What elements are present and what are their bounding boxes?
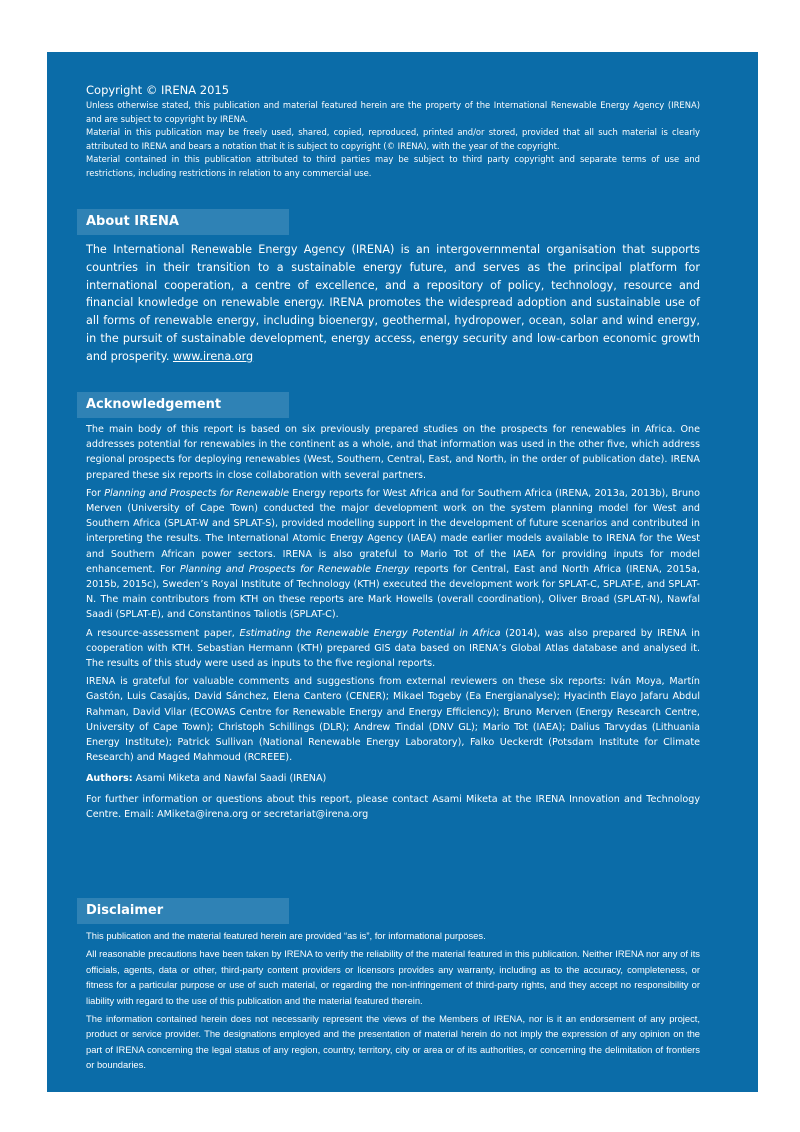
ack-text: Energy reports for West Africa and for Southern Africa (IRENA, 2013a, 2013b), Bruno Merven (University of Cape Town) conducted the major development work on the system planning model for West and Southern Africa (SPLAT-W and SPLAT-S), provided modelling support in the development of future scenarios and contributed in interpreting the results. The International Atomic Energy Agency (IAEA) made earlier models available to IRENA for the West and Southern African power sectors. IRENA is also grateful to Mario Tot of the IAEA for providing inputs for model enhancement. For [86, 487, 701, 575]
disclaimer-paragraph: All reasonable precautions have been taken by IRENA to verify the reliability of the material featured in this publication. Neither IRENA nor any of its officials, agents, data or other, third-party content providers or licensors provides any warranty, including as to the accuracy, completeness, or fitness for a particular purpose or use of such material, or regarding the non-infringement of third-party rights, and they accept no responsibility or liability with regard to the use of this publication and the material featured therein. [86, 948, 700, 1006]
ack-paragraph [86, 626, 700, 672]
report-title: Planning and Prospects for Renewable [104, 487, 290, 499]
disclaimer-heading-bar [77, 898, 289, 924]
about-heading: About IRENA [86, 214, 179, 229]
acknowledgement-heading-bar [77, 392, 289, 418]
copyright-paragraph: Material in this publication may be freely used, shared, copied, reproduced, printed and/or stored, provided that all such material is clearly attributed to IRENA and bears a notation that it is subject to copyright (© IRENA), with the year of the copyright. [86, 127, 700, 151]
ack-text: (2014), was also prepared by IRENA in cooperation with KTH. Sebastian Hermann (KTH) prepared GIS data based on IRENA’s Global Atlas database and analysed it. The results of this study were used as inputs to the five regional reports. [86, 627, 700, 670]
authors-names: Asami Miketa and Nawfal Saadi (IRENA) [132, 773, 327, 785]
authors-line [86, 771, 700, 786]
ack-paragraph: The main body of this report is based on six previously prepared studies on the prospects for renewables in Africa. One addresses potential for renewables in the continent as a whole, and that information was used in the other five, which address regional prospects for deploying renewables (West, Southern, Central, East, and North, in the order of publication date). IRENA prepared these six reports in close collaboration with several partners. [86, 424, 700, 481]
ack-paragraph [86, 486, 700, 623]
about-body: The International Renewable Energy Agency (IRENA) is an intergovernmental organisation that supports countries in their transition to a sustainable energy future, and serves as the principal platform for international cooperation, a centre of excellence, and a repository of policy, technology, resource and financial knowledge on renewable energy. IRENA promotes the widespread adoption and sustainable use of all forms of renewable energy, including bioenergy, geothermal, hydropower, ocean, solar and wind energy, in the pursuit of sustainable development, energy access, energy security and low-carbon economic growth and prosperity. [86, 243, 700, 363]
copyright-title: Copyright © IRENA 2015 [86, 83, 230, 97]
page-panel [47, 52, 758, 1092]
disclaimer-heading: Disclaimer [86, 903, 164, 918]
acknowledgement-heading: Acknowledgement [86, 397, 222, 412]
report-title: Planning and Prospects for Renewable Energy [179, 563, 410, 575]
authors-label: Authors: [86, 773, 133, 785]
disclaimer-paragraph: This publication and the material featured herein are provided “as is”, for informational purposes. [86, 930, 486, 941]
ack-paragraph: IRENA is grateful for valuable comments and suggestions from external reviewers on these six reports: Iván Moya, Martín Gastón, Luis Casajús, David Sánchez, Elena Cantero (CENER); Mikael Togeby (Ea Energianalyse); Hyacinth Elayo Jafaru Abdul Rahman, David Vilar (ECOWAS Centre for Renewable Energy and Energy Efficiency); Bruno Merven (Energy Research Centre, University of Cape Town); Christoph Schillings (DLR); Andrew Tindal (DNV GL); Mario Tot (IAEA); Dalius Tarvydas (Lithuania Energy Institute); Patrick Sullivan (National Renewable Energy Laboratory), Falko Ueckerdt (Potsdam Institute for Climate Research) and Maged Mahmoud (RCREEE). [86, 676, 700, 764]
about-text [86, 241, 700, 366]
about-heading-bar [77, 209, 289, 235]
ack-text: reports for Central, East and North Africa (IRENA, 2015a, 2015b, 2015c), Sweden’s Royal Institute of Technology (KTH) executed the development work for SPLAT-C, SPLAT-E, and SPLAT-N. The main contributors from KTH on these reports are Mark Howells (overall coordination), Oliver Broad (SPLAT-N), Nawfal Saadi (SPLAT-E), and Constantinos Taliotis (SPLAT-C). [86, 563, 700, 621]
disclaimer-block [86, 928, 700, 1076]
copyright-block [86, 82, 700, 181]
copyright-paragraph: Material contained in this publication attributed to third parties may be subject to third party copyright and separate terms of use and restrictions, including restrictions in relation to any commercial use. [86, 154, 700, 178]
about-block [86, 241, 700, 366]
ack-text: For [86, 487, 105, 499]
acknowledgement-block [86, 422, 700, 825]
contact-paragraph: For further information or questions about this report, please contact Asami Miketa at the IRENA Innovation and Technology Centre. Email: AMiketa@irena.org or secretariat@irena.org [86, 793, 700, 820]
copyright-paragraph: Unless otherwise stated, this publication and material featured herein are the property of the International Renewable Energy Agency (IRENA) and are subject to copyright by IRENA. [86, 100, 700, 124]
ack-text: A resource-assessment paper, [86, 627, 240, 639]
report-title: Estimating the Renewable Energy Potential in Africa [239, 627, 501, 639]
disclaimer-paragraph: The information contained herein does not necessarily represent the views of the Members of IRENA, nor is it an endorsement of any project, product or service provider. The designations employed and the presentation of material herein do not imply the expression of any opinion on the part of IRENA concerning the legal status of any region, country, territory, city or area or of its authorities, or concerning the delimitation of frontiers or boundaries. [86, 1013, 700, 1071]
irena-website-link[interactable]: www.irena.org [172, 349, 254, 363]
